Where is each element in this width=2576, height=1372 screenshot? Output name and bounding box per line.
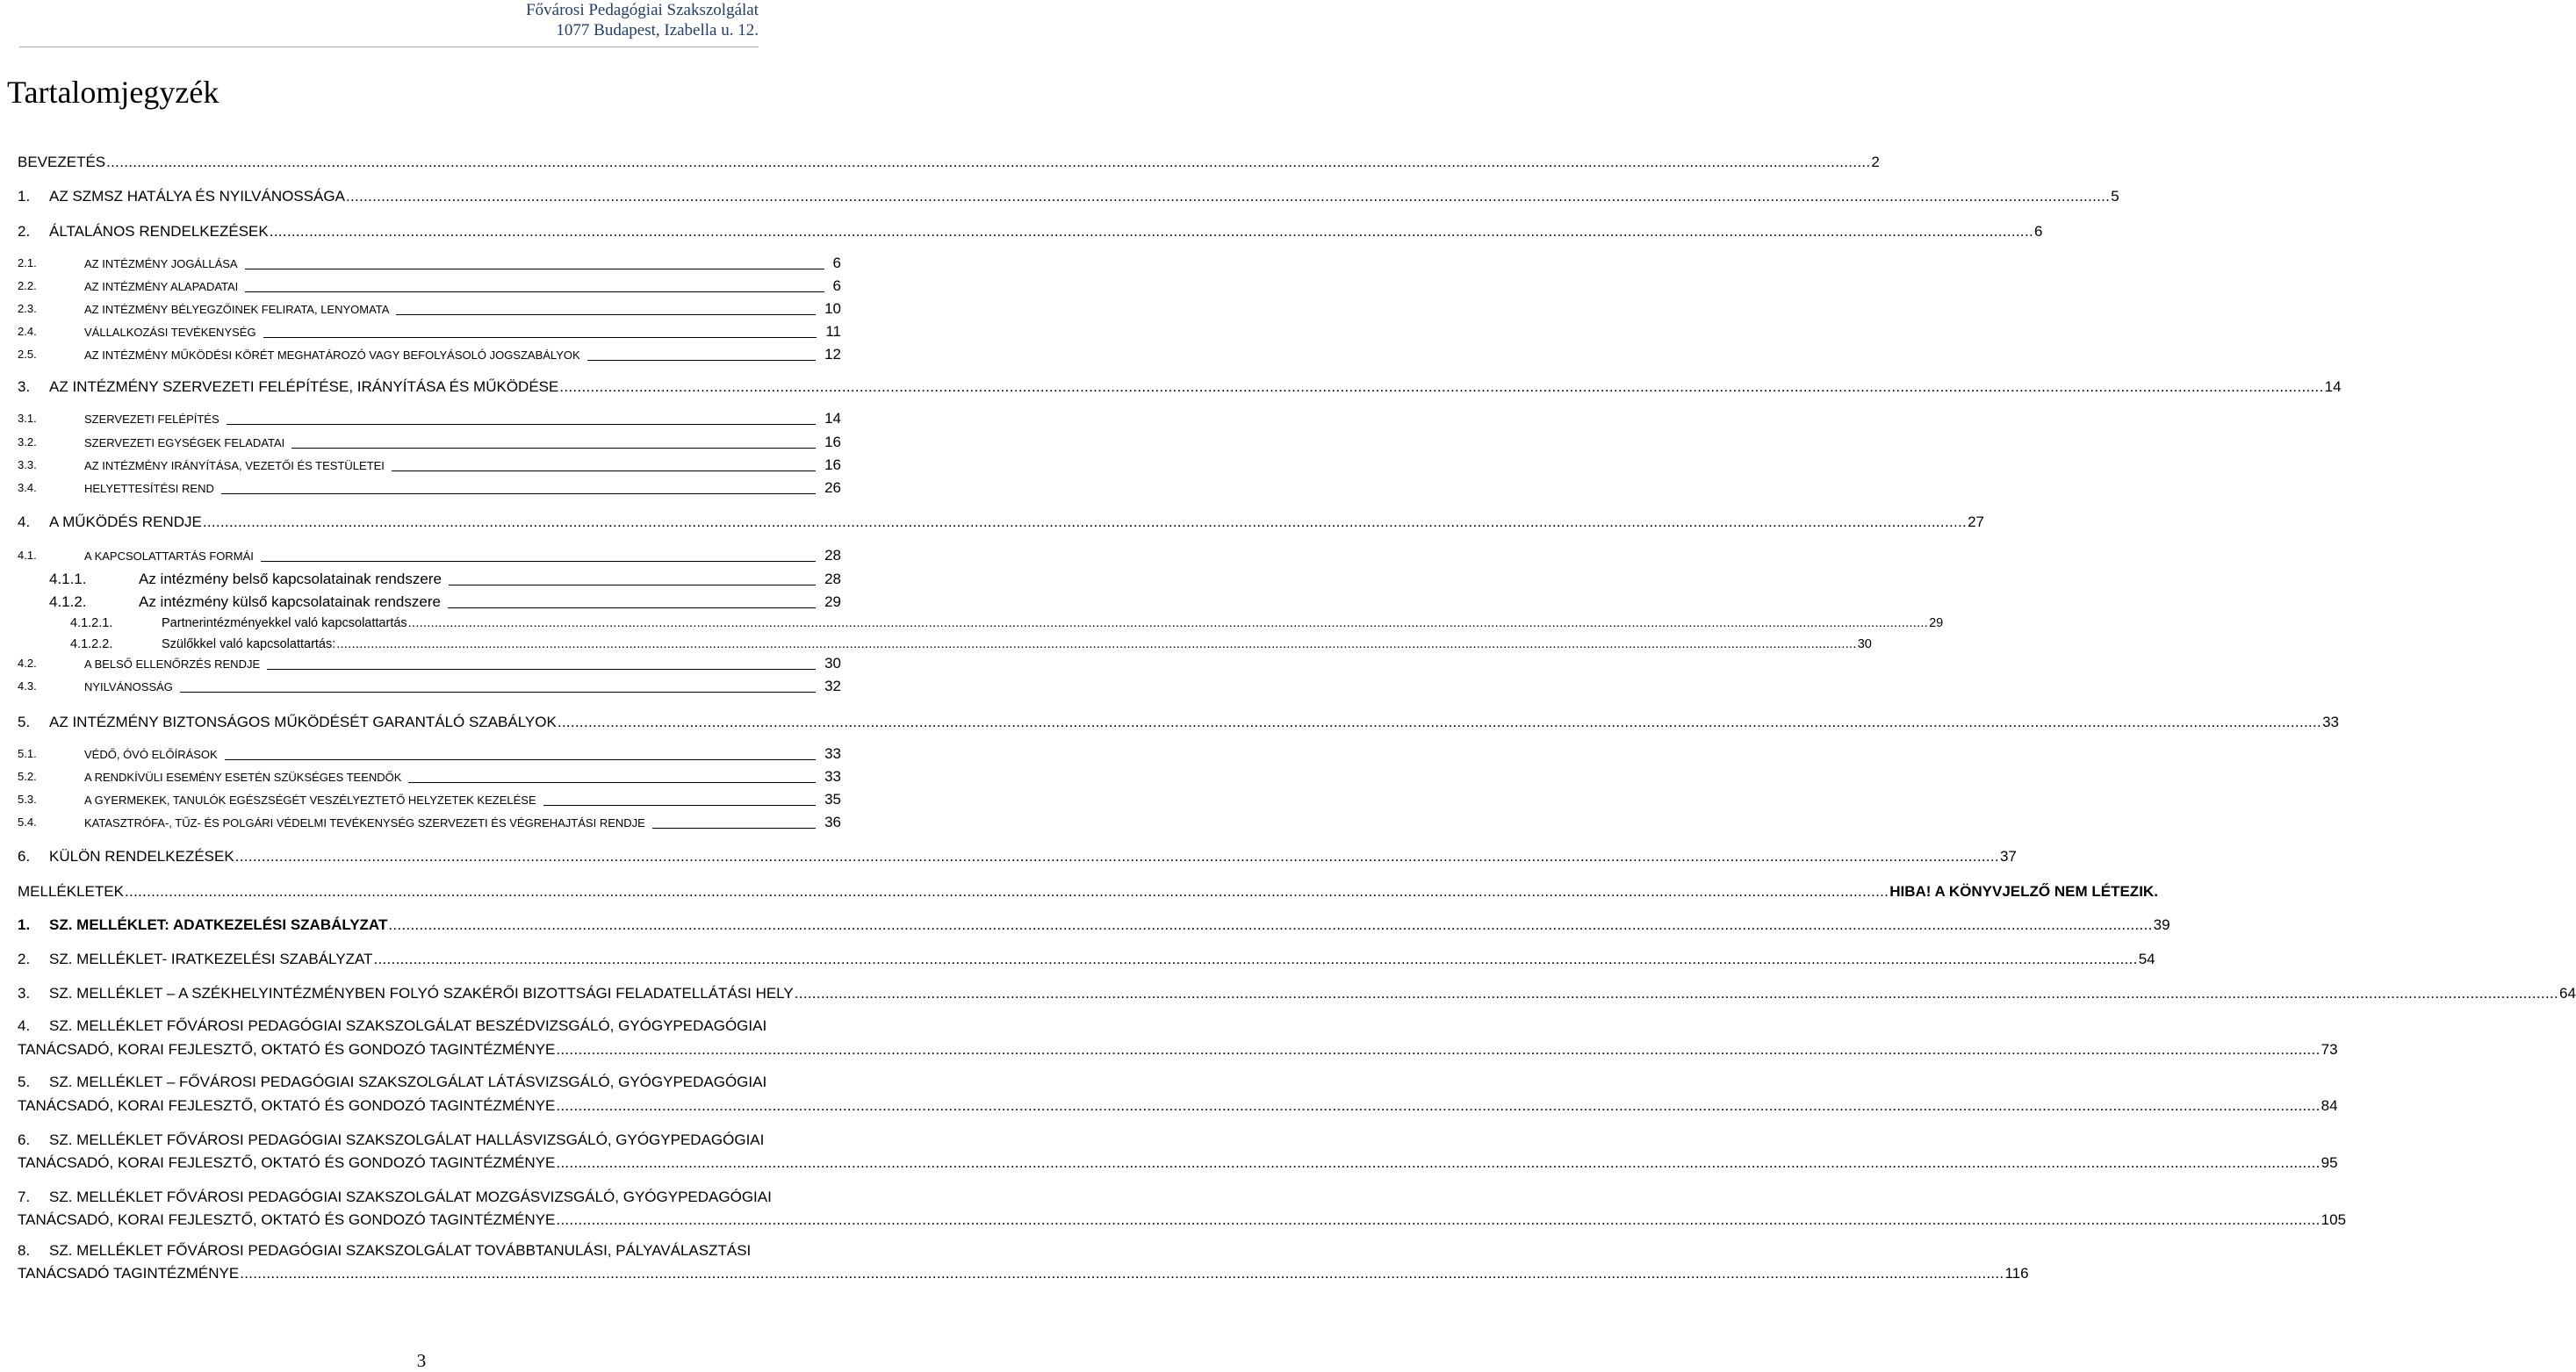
toc-entry-page: 29 [824, 593, 841, 610]
toc-entry-number: 2.1. [18, 256, 37, 269]
toc-entry-number: 6. [18, 1131, 31, 1148]
toc-entry-number: 2. [18, 951, 31, 967]
toc-entry-number: 3. [18, 985, 31, 1002]
toc-entry-page: 105 [2321, 1211, 2347, 1228]
toc-entry-page: 95 [2321, 1154, 2338, 1171]
toc-entry-title-continued: TANÁCSADÓ, KORAI FEJLESZTŐ, OKTATÓ ÉS GONDOZÓ TAGINTÉZMÉNYE [18, 1211, 556, 1228]
toc-entry-page: HIBA! A KÖNYVJELZŐ NEM LÉTEZIK. [1889, 883, 2158, 900]
toc-entry-page: 33 [824, 745, 841, 762]
toc-entry-number: 5.2. [18, 770, 37, 783]
toc-entry-number: 2.5. [18, 348, 37, 361]
toc-entry-title: SZ. MELLÉKLET FŐVÁROSI PEDAGÓGIAI SZAKSZOLGÁLAT MOZGÁSVIZSGÁLÓ, GYÓGYPEDAGÓGIAI [49, 1189, 772, 1205]
toc-entry-title: A BELSŐ ELLENŐRZÉS RENDJE [84, 657, 261, 671]
toc-entry-title: AZ INTÉZMÉNY IRÁNYÍTÁSA, VEZETŐI ÉS TESTÜLETEI [84, 459, 385, 472]
toc-leader: ................................................................................................................................................................................................................................................................................................................................................................................................................ [556, 1211, 2321, 1228]
toc-entry-number: 4.1.2.1. [70, 616, 113, 630]
toc-entry-page: 6 [2034, 223, 2043, 240]
toc-entry-page: 36 [824, 814, 841, 830]
toc-leader [448, 607, 816, 608]
toc-entry-title: Partnerintézményekkel való kapcsolattartás [162, 616, 407, 630]
toc-entry-title: VÉDŐ, ÓVÓ ELŐÍRÁSOK [84, 748, 218, 761]
toc-entry-page: 10 [824, 300, 841, 317]
toc-leader [225, 759, 816, 760]
toc-entry-page: 30 [1857, 637, 1872, 651]
toc-entry-title: AZ INTÉZMÉNY JOGÁLLÁSA [84, 257, 238, 270]
toc-leader [291, 448, 816, 449]
toc-entry-title: AZ INTÉZMÉNY BIZTONSÁGOS MŰKÖDÉSÉT GARANTÁLÓ SZABÁLYOK [49, 714, 557, 730]
toc-leader: ................................................................................................................................................................................................................................................................................................................................................................................................................ [407, 616, 1929, 630]
toc-entry-page: 16 [824, 434, 841, 450]
toc-entry-number: 2.2. [18, 279, 37, 292]
toc-leader: ................................................................................................................................................................................................................................................................................................................................................................................................................ [124, 883, 1889, 900]
toc-entry-title-continued: TANÁCSADÓ, KORAI FEJLESZTŐ, OKTATÓ ÉS GONDOZÓ TAGINTÉZMÉNYE [18, 1097, 556, 1114]
toc-leader: ................................................................................................................................................................................................................................................................................................................................................................................................................ [373, 951, 2138, 967]
toc-leader: ................................................................................................................................................................................................................................................................................................................................................................................................................ [559, 378, 2324, 395]
toc-entry-number: 2.4. [18, 325, 37, 338]
toc-entry-title: A RENDKÍVÜLI ESEMÉNY ESETÉN SZÜKSÉGES TEENDŐK [84, 771, 402, 784]
toc-entry-title: A GYERMEKEK, TANULÓK EGÉSZSÉGÉT VESZÉLYEZTETŐ HELYZETEK KEZELÉSE [84, 794, 536, 807]
toc-leader: ................................................................................................................................................................................................................................................................................................................................................................................................................ [234, 848, 1999, 865]
toc-leader: ................................................................................................................................................................................................................................................................................................................................................................................................................ [202, 514, 1968, 530]
toc-entry-page: 6 [832, 255, 841, 271]
toc-leader [263, 337, 817, 338]
toc-entry-title: AZ INTÉZMÉNY ALAPADATAI [84, 280, 239, 293]
toc-entry-number: 4. [18, 514, 31, 530]
toc-entry-number: 2. [18, 223, 31, 240]
toc-leader [245, 291, 824, 292]
toc-entry-title: Az intézmény külső kapcsolatainak rendszere [139, 593, 441, 610]
toc-entry-title: A MŰKÖDÉS RENDJE [49, 514, 202, 530]
toc-entry-number: 1. [18, 916, 31, 933]
toc-entry-number: 3.4. [18, 481, 37, 494]
toc-entry-title: AZ SZMSZ HATÁLYA ÉS NYILVÁNOSSÁGA [49, 188, 345, 205]
header-org-address: 1077 Budapest, Izabella u. 12. [556, 21, 759, 40]
toc-entry-page: 2 [1871, 154, 1880, 170]
toc-entry-number: 2.3. [18, 302, 37, 315]
toc-leader: ................................................................................................................................................................................................................................................................................................................................................................................................................ [556, 1097, 2321, 1114]
toc-entry-title-continued: TANÁCSADÓ, KORAI FEJLESZTŐ, OKTATÓ ÉS GONDOZÓ TAGINTÉZMÉNYE [18, 1154, 556, 1171]
toc-leader: ................................................................................................................................................................................................................................................................................................................................................................................................................ [794, 985, 2558, 1002]
toc-entry-title: VÁLLALKOZÁSI TEVÉKENYSÉG [84, 326, 256, 339]
toc-leader [180, 692, 816, 693]
toc-entry-title: SZ. MELLÉKLET FŐVÁROSI PEDAGÓGIAI SZAKSZOLGÁLAT BESZÉDVIZSGÁLÓ, GYÓGYPEDAGÓGIAI [49, 1017, 767, 1034]
header-org-name: Fővárosi Pedagógiai Szakszolgálat [526, 1, 759, 19]
toc-leader: ................................................................................................................................................................................................................................................................................................................................................................................................................ [345, 188, 2111, 205]
toc-leader: ................................................................................................................................................................................................................................................................................................................................................................................................................ [240, 1265, 2004, 1282]
toc-leader [396, 314, 816, 315]
toc-entry-page: 14 [2324, 378, 2342, 395]
toc-entry-title: AZ INTÉZMÉNY BÉLYEGZŐINEK FELIRATA, LENYOMATA [84, 303, 390, 316]
toc-entry-page: 37 [1999, 848, 2017, 865]
toc-leader [652, 828, 816, 829]
toc-entry-page: 6 [832, 277, 841, 294]
toc-entry-number: 7. [18, 1189, 31, 1205]
toc-entry-page: 39 [2153, 916, 2170, 933]
toc-entry-title: SZ. MELLÉKLET – FŐVÁROSI PEDAGÓGIAI SZAKSZOLGÁLAT LÁTÁSVIZSGÁLÓ, GYÓGYPEDAGÓGIAI [49, 1074, 767, 1090]
toc-entry-number: 5.3. [18, 793, 37, 806]
toc-entry-title: Az intézmény belső kapcsolatainak rendszere [139, 571, 442, 587]
toc-entry-page: 16 [824, 456, 841, 473]
toc-entry-number: 4.1.2.2. [70, 637, 113, 651]
toc-leader [227, 424, 816, 425]
toc-entry-page: 84 [2321, 1097, 2338, 1114]
toc-entry-page: 12 [824, 346, 841, 363]
toc-leader [543, 805, 816, 806]
toc-entry-page: 33 [824, 768, 841, 785]
toc-entry-number: 4.3. [18, 679, 37, 693]
toc-entry-page: 11 [825, 323, 841, 340]
toc-entry-page: 30 [824, 655, 841, 672]
toc-leader: ................................................................................................................................................................................................................................................................................................................................................................................................................ [106, 154, 1871, 170]
toc-entry-page: 33 [2322, 714, 2339, 730]
toc-entry-number: 4. [18, 1017, 31, 1034]
toc-entry-number: 3.2. [18, 435, 37, 449]
toc-entry-title: NYILVÁNOSSÁG [84, 680, 173, 693]
toc-entry-title: SZ. MELLÉKLET: ADATKEZELÉSI SZABÁLYZAT [49, 916, 388, 933]
toc-entry-title: AZ INTÉZMÉNY MŰKÖDÉSI KÖRÉT MEGHATÁROZÓ VAGY BEFOLYÁSOLÓ JOGSZABÁLYOK [84, 348, 580, 362]
toc-entry-title: KATASZTRÓFA-, TŰZ- ÉS POLGÁRI VÉDELMI TEVÉKENYSÉG SZERVEZETI ÉS VÉGREHAJTÁSI RENDJE [84, 816, 645, 830]
toc-entry-number: 5. [18, 714, 31, 730]
toc-entry-title: SZ. MELLÉKLET- IRATKEZELÉSI SZABÁLYZAT [49, 951, 373, 967]
toc-entry-number: 3. [18, 378, 31, 395]
toc-entry-title: HELYETTESÍTÉSI REND [84, 482, 214, 495]
toc-entry-number: 5.4. [18, 815, 37, 829]
toc-entry-number: 4.1.1. [49, 571, 87, 587]
toc-entry-title: KÜLÖN RENDELKEZÉSEK [49, 848, 234, 865]
toc-entry-number: 3.3. [18, 458, 37, 471]
toc-entry-number: 4.1.2. [49, 593, 87, 610]
toc-entry-title: AZ INTÉZMÉNY SZERVEZETI FELÉPÍTÉSE, IRÁNYÍTÁSA ÉS MŰKÖDÉSE [49, 378, 559, 395]
toc-entry-title: SZERVEZETI EGYSÉGEK FELADATAI [84, 436, 285, 449]
toc-entry-page: 54 [2138, 951, 2155, 967]
toc-leader: ................................................................................................................................................................................................................................................................................................................................................................................................................ [269, 223, 2033, 240]
toc-entry-title: SZERVEZETI FELÉPÍTÉS [84, 413, 219, 426]
toc-entry-title-continued: TANÁCSADÓ TAGINTÉZMÉNYE [18, 1265, 240, 1282]
toc-entry-page: 28 [824, 547, 841, 564]
toc-entry-page: 29 [1929, 616, 1944, 630]
toc-entry-page: 32 [824, 678, 841, 694]
toc-leader: ................................................................................................................................................................................................................................................................................................................................................................................................................ [556, 1041, 2321, 1058]
toc-entry-number: 3.1. [18, 412, 37, 425]
toc-entry-page: 14 [824, 410, 841, 427]
toc-entry-page: 26 [824, 479, 841, 496]
toc-entry-title: A KAPCSOLATTARTÁS FORMÁI [84, 550, 254, 563]
toc-leader [267, 669, 816, 670]
toc-entry-title: BEVEZETÉS [18, 154, 106, 170]
toc-leader: ................................................................................................................................................................................................................................................................................................................................................................................................................ [388, 916, 2153, 933]
toc-leader [587, 360, 816, 361]
page-title: Tartalomjegyzék [7, 75, 219, 110]
toc-entry-page: 116 [2004, 1265, 2029, 1282]
toc-entry-number: 6. [18, 848, 31, 865]
toc-entry-title: Szülőkkel való kapcsolattartás: [162, 637, 336, 651]
toc-leader [221, 493, 816, 494]
toc-leader: ................................................................................................................................................................................................................................................................................................................................................................................................................ [556, 1154, 2321, 1171]
toc-leader: ................................................................................................................................................................................................................................................................................................................................................................................................................ [336, 637, 1857, 651]
toc-entry-page: 64 [2558, 985, 2576, 1002]
toc-entry-number: 4.2. [18, 657, 37, 670]
toc-leader [261, 561, 816, 562]
toc-entry-number: 5. [18, 1074, 31, 1090]
toc-entry-page: 28 [824, 571, 841, 587]
toc-entry-page: 35 [824, 791, 841, 808]
toc-entry-title: ÁLTALÁNOS RENDELKEZÉSEK [49, 223, 269, 240]
toc-entry-page: 27 [1968, 514, 1984, 530]
toc-entry-title: MELLÉKLETEK [18, 883, 124, 900]
toc-entry-number: 1. [18, 188, 31, 205]
toc-leader: ................................................................................................................................................................................................................................................................................................................................................................................................................ [557, 714, 2322, 730]
toc-entry-number: 8. [18, 1242, 31, 1259]
toc-entry-title-continued: TANÁCSADÓ, KORAI FEJLESZTŐ, OKTATÓ ÉS GONDOZÓ TAGINTÉZMÉNYE [18, 1041, 556, 1058]
toc-entry-number: 4.1. [18, 549, 37, 562]
toc-entry-title: SZ. MELLÉKLET FŐVÁROSI PEDAGÓGIAI SZAKSZOLGÁLAT HALLÁSVIZSGÁLÓ, GYÓGYPEDAGÓGIAI [49, 1131, 765, 1148]
page-number: 3 [416, 1350, 427, 1371]
toc-entry-title: SZ. MELLÉKLET FŐVÁROSI PEDAGÓGIAI SZAKSZOLGÁLAT TOVÁBBTANULÁSI, PÁLYAVÁLASZTÁSI [49, 1242, 752, 1259]
toc-entry-title: SZ. MELLÉKLET – A SZÉKHELYINTÉZMÉNYBEN FOLYÓ SZAKÉRŐI BIZOTTSÁGI FELADATELLÁTÁSI HELY [49, 985, 794, 1002]
toc-entry-page: 73 [2321, 1041, 2338, 1058]
toc-entry-number: 5.1. [18, 747, 37, 760]
toc-entry-page: 5 [2111, 188, 2119, 205]
toc-leader [408, 782, 816, 783]
